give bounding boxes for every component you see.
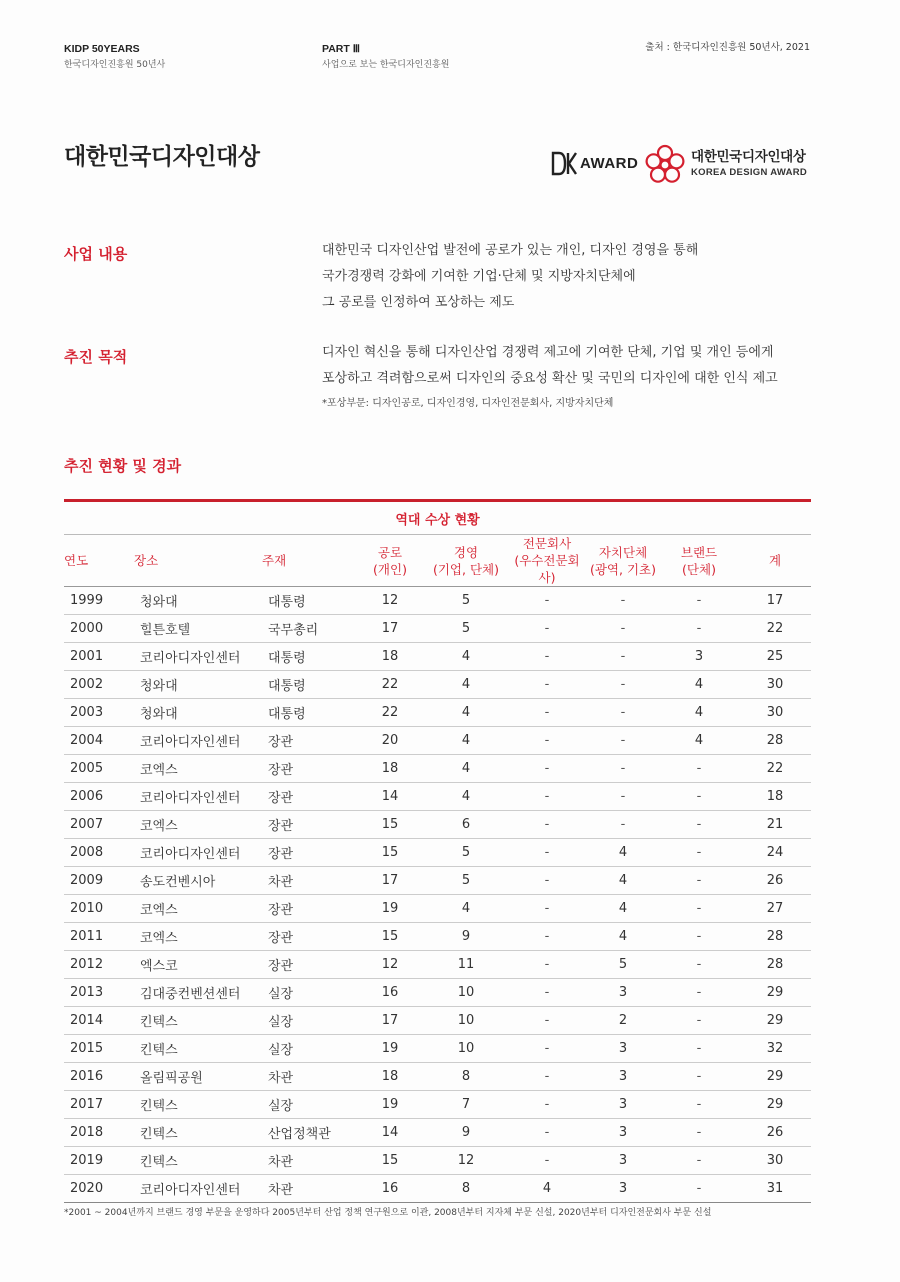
cell-total: 26 [739, 867, 811, 895]
cell-local-gov: 3 [587, 1119, 659, 1147]
cell-merit: 17 [355, 615, 425, 643]
cell-merit: 17 [355, 1007, 425, 1035]
cell-brand: - [659, 839, 739, 867]
footnote: *2001 ~ 2004년까지 브랜드 경영 부문을 운영하다 2005년부터 산업 정책 연구원으로 이관, 2008년부터 지자체 부문 신설, 2020년부터 디자인전문회사 부문 신설 [64, 1208, 712, 1218]
column-header-label: 브랜드 [680, 544, 718, 560]
cell-total: 21 [739, 811, 811, 839]
table-row [64, 811, 811, 839]
cell-total: 28 [739, 951, 811, 979]
table-row [64, 867, 811, 895]
cell-brand: - [659, 1063, 739, 1091]
cell-venue: 청와대 [134, 671, 262, 699]
cell-venue: 올림픽공원 [134, 1063, 262, 1091]
cell-presider: 장관 [262, 839, 355, 867]
cell-total: 30 [739, 1147, 811, 1175]
cell-year: 2001 [64, 643, 134, 671]
cell-presider: 대통령 [262, 671, 355, 699]
table-row [64, 783, 811, 811]
cell-design-firm: - [507, 951, 587, 979]
cell-brand: - [659, 1035, 739, 1063]
kda-korean-name: 대한민국디자인대상 [691, 149, 806, 165]
header-part-title: PART Ⅲ [322, 43, 360, 55]
cell-management: 4 [425, 895, 507, 923]
cell-local-gov: 5 [587, 951, 659, 979]
column-header-sublabel: (기업, 단체) [432, 561, 499, 577]
cell-management: 4 [425, 755, 507, 783]
cell-management: 9 [425, 1119, 507, 1147]
cell-merit: 17 [355, 867, 425, 895]
table-row [64, 1119, 811, 1147]
awards-history-table [64, 499, 811, 1203]
cell-design-firm: - [507, 643, 587, 671]
cell-management: 5 [425, 587, 507, 615]
cell-presider: 실장 [262, 1035, 355, 1063]
cell-brand: - [659, 1119, 739, 1147]
table-row [64, 923, 811, 951]
cell-presider: 장관 [262, 923, 355, 951]
cell-design-firm: - [507, 783, 587, 811]
dk-award-logo [551, 150, 638, 177]
cell-design-firm: - [507, 1147, 587, 1175]
column-header-label: 장소 [134, 553, 159, 568]
cell-merit: 22 [355, 671, 425, 699]
cell-presider: 실장 [262, 1091, 355, 1119]
cell-total: 30 [739, 671, 811, 699]
cell-venue: 엑스코 [134, 951, 262, 979]
cell-presider: 차관 [262, 867, 355, 895]
cell-presider: 장관 [262, 951, 355, 979]
cell-local-gov: - [587, 783, 659, 811]
table-row [64, 951, 811, 979]
cell-year: 2003 [64, 699, 134, 727]
cell-merit: 19 [355, 1035, 425, 1063]
cell-total: 28 [739, 923, 811, 951]
cell-management: 5 [425, 615, 507, 643]
cell-design-firm: - [507, 979, 587, 1007]
cell-venue: 코리아디자인센터 [134, 1175, 262, 1203]
table-row [64, 979, 811, 1007]
cell-management: 10 [425, 1007, 507, 1035]
cell-year: 2008 [64, 839, 134, 867]
cell-management: 4 [425, 783, 507, 811]
cell-total: 30 [739, 699, 811, 727]
column-header-sublabel: (단체) [682, 561, 716, 577]
table-row [64, 699, 811, 727]
table-caption: 역대 수상 현황 [64, 501, 811, 535]
header-part [322, 42, 449, 73]
dk-monogram-icon [551, 150, 578, 177]
cell-total: 31 [739, 1175, 811, 1203]
column-header-venue [134, 535, 262, 587]
header-part-subtitle: 사업으로 보는 한국디자인진흥원 [322, 60, 450, 70]
cell-total: 22 [739, 615, 811, 643]
cell-merit: 22 [355, 699, 425, 727]
cell-presider: 대통령 [262, 643, 355, 671]
table-row [64, 1175, 811, 1203]
cell-management: 4 [425, 727, 507, 755]
cell-year: 2020 [64, 1175, 134, 1203]
cell-merit: 15 [355, 811, 425, 839]
cell-design-firm: - [507, 867, 587, 895]
cell-merit: 16 [355, 979, 425, 1007]
kda-english-name: KOREA DESIGN AWARD [691, 167, 808, 178]
award-categories-note: *포상부문: 디자인공로, 디자인경영, 디자인전문회사, 지방자치단체 [322, 398, 614, 409]
cell-local-gov: 4 [587, 839, 659, 867]
cell-local-gov: - [587, 587, 659, 615]
cell-local-gov: 3 [587, 1175, 659, 1203]
cell-venue: 청와대 [134, 587, 262, 615]
cell-management: 6 [425, 811, 507, 839]
cell-local-gov: - [587, 727, 659, 755]
cell-local-gov: 4 [587, 867, 659, 895]
cell-design-firm: - [507, 755, 587, 783]
cell-presider: 차관 [262, 1147, 355, 1175]
cell-merit: 14 [355, 783, 425, 811]
table-row [64, 587, 811, 615]
column-header-merit [355, 535, 425, 587]
cell-merit: 12 [355, 587, 425, 615]
status-section-title: 추진 현황 및 경과 [64, 457, 182, 475]
table-row [64, 727, 811, 755]
cell-management: 7 [425, 1091, 507, 1119]
table-row [64, 755, 811, 783]
cell-merit: 16 [355, 1175, 425, 1203]
cell-local-gov: - [587, 755, 659, 783]
cell-management: 5 [425, 867, 507, 895]
cell-venue: 김대중컨벤션센터 [134, 979, 262, 1007]
cell-total: 25 [739, 643, 811, 671]
cell-local-gov: - [587, 643, 659, 671]
cell-brand: - [659, 867, 739, 895]
cell-venue: 코리아디자인센터 [134, 643, 262, 671]
column-header-brand [659, 535, 739, 587]
header-left [64, 42, 165, 73]
cell-management: 4 [425, 643, 507, 671]
cell-brand: - [659, 811, 739, 839]
cell-year: 2018 [64, 1119, 134, 1147]
business-content-line: 대한민국 디자인산업 발전에 공로가 있는 개인, 디자인 경영을 통해 [322, 243, 699, 258]
cell-design-firm: - [507, 1091, 587, 1119]
table-row [64, 1007, 811, 1035]
cell-management: 11 [425, 951, 507, 979]
cell-venue: 송도컨벤시아 [134, 867, 262, 895]
cell-brand: - [659, 755, 739, 783]
cell-venue: 코엑스 [134, 811, 262, 839]
cell-venue: 청와대 [134, 699, 262, 727]
cell-merit: 15 [355, 1147, 425, 1175]
cell-merit: 15 [355, 839, 425, 867]
cell-total: 29 [739, 1091, 811, 1119]
cell-brand: 3 [659, 643, 739, 671]
cell-management: 4 [425, 671, 507, 699]
header-left-subtitle: 한국디자인진흥원 50년사 [64, 60, 166, 70]
cell-presider: 장관 [262, 755, 355, 783]
cell-venue: 코리아디자인센터 [134, 727, 262, 755]
cell-year: 2011 [64, 923, 134, 951]
cell-presider: 차관 [262, 1063, 355, 1091]
cell-venue: 코엑스 [134, 895, 262, 923]
cell-merit: 15 [355, 923, 425, 951]
cell-merit: 18 [355, 1063, 425, 1091]
korea-design-award-logo [644, 144, 807, 186]
cell-local-gov: 4 [587, 895, 659, 923]
cell-venue: 코엑스 [134, 923, 262, 951]
cell-year: 2013 [64, 979, 134, 1007]
cell-total: 24 [739, 839, 811, 867]
cell-presider: 국무총리 [262, 615, 355, 643]
purpose-line: 포상하고 격려함으로써 디자인의 중요성 확산 및 국민의 디자인에 대한 인식 제고 [322, 371, 778, 386]
cell-brand: 4 [659, 699, 739, 727]
cell-management: 8 [425, 1063, 507, 1091]
cell-design-firm: - [507, 1119, 587, 1147]
cell-year: 2016 [64, 1063, 134, 1091]
cell-presider: 실장 [262, 1007, 355, 1035]
cell-venue: 힐튼호텔 [134, 615, 262, 643]
cell-design-firm: - [507, 1035, 587, 1063]
cell-local-gov: 4 [587, 923, 659, 951]
cell-venue: 코리아디자인센터 [134, 783, 262, 811]
cell-merit: 20 [355, 727, 425, 755]
cell-year: 2002 [64, 671, 134, 699]
cell-year: 2000 [64, 615, 134, 643]
cell-management: 8 [425, 1175, 507, 1203]
cell-year: 2015 [64, 1035, 134, 1063]
cell-presider: 차관 [262, 1175, 355, 1203]
cell-venue: 코리아디자인센터 [134, 839, 262, 867]
cell-design-firm: - [507, 587, 587, 615]
cell-design-firm: - [507, 671, 587, 699]
column-header-total [739, 535, 811, 587]
cell-merit: 14 [355, 1119, 425, 1147]
column-header-presider [262, 535, 355, 587]
column-header-label: 주재 [262, 553, 287, 568]
cell-presider: 대통령 [262, 699, 355, 727]
purpose-label: 추진 목적 [64, 348, 128, 366]
cell-management: 10 [425, 979, 507, 1007]
cell-total: 29 [739, 979, 811, 1007]
page-title: 대한민국디자인대상 [64, 144, 260, 170]
table-row [64, 839, 811, 867]
cell-total: 28 [739, 727, 811, 755]
column-header-sublabel: (우수전문회사) [514, 553, 580, 585]
cell-management: 12 [425, 1147, 507, 1175]
cell-venue: 코엑스 [134, 755, 262, 783]
business-content-line: 그 공로를 인정하여 포상하는 제도 [322, 295, 515, 310]
column-header-local-gov [587, 535, 659, 587]
cell-merit: 18 [355, 643, 425, 671]
cell-design-firm: 4 [507, 1175, 587, 1203]
cell-presider: 장관 [262, 895, 355, 923]
cell-brand: - [659, 1007, 739, 1035]
cell-design-firm: - [507, 895, 587, 923]
dk-award-text: AWARD [580, 155, 639, 172]
cell-design-firm: - [507, 615, 587, 643]
column-header-sublabel: (광역, 기초) [589, 561, 656, 577]
cell-merit: 19 [355, 1091, 425, 1119]
cell-brand: - [659, 951, 739, 979]
cell-year: 2009 [64, 867, 134, 895]
cell-year: 2012 [64, 951, 134, 979]
cell-venue: 킨텍스 [134, 1147, 262, 1175]
table-row [64, 1063, 811, 1091]
purpose-text [322, 340, 778, 414]
business-content-text [322, 238, 698, 316]
cell-management: 10 [425, 1035, 507, 1063]
cell-design-firm: - [507, 923, 587, 951]
cell-total: 18 [739, 783, 811, 811]
cell-brand: - [659, 895, 739, 923]
cell-local-gov: 2 [587, 1007, 659, 1035]
cell-local-gov: - [587, 671, 659, 699]
cell-presider: 장관 [262, 727, 355, 755]
cell-brand: - [659, 783, 739, 811]
cell-year: 2007 [64, 811, 134, 839]
cell-management: 4 [425, 699, 507, 727]
table-row [64, 615, 811, 643]
cell-local-gov: 3 [587, 979, 659, 1007]
cell-presider: 실장 [262, 979, 355, 1007]
business-content-label: 사업 내용 [64, 245, 128, 263]
cell-design-firm: - [507, 839, 587, 867]
cell-merit: 18 [355, 755, 425, 783]
flower-emblem-icon [644, 144, 686, 186]
cell-total: 29 [739, 1007, 811, 1035]
column-header-management [425, 535, 507, 587]
cell-brand: 4 [659, 727, 739, 755]
cell-brand: - [659, 923, 739, 951]
cell-local-gov: 3 [587, 1147, 659, 1175]
header-left-title: KIDP 50YEARS [64, 43, 140, 55]
cell-design-firm: - [507, 811, 587, 839]
cell-local-gov: - [587, 699, 659, 727]
cell-design-firm: - [507, 727, 587, 755]
cell-merit: 19 [355, 895, 425, 923]
business-content-line: 국가경쟁력 강화에 기여한 기업·단체 및 지방자치단체에 [322, 269, 636, 284]
cell-design-firm: - [507, 1007, 587, 1035]
cell-year: 1999 [64, 587, 134, 615]
table-row [64, 1035, 811, 1063]
column-header-design-firm [507, 535, 587, 587]
cell-venue: 킨텍스 [134, 1035, 262, 1063]
cell-brand: - [659, 979, 739, 1007]
cell-venue: 킨텍스 [134, 1091, 262, 1119]
header-source: 출처 : 한국디자인진흥원 50년사, 2021 [645, 42, 810, 53]
table-row [64, 671, 811, 699]
column-header-label: 자치단체 [598, 544, 648, 560]
cell-management: 5 [425, 839, 507, 867]
table-row [64, 1091, 811, 1119]
column-header-label: 공로 [377, 544, 403, 560]
cell-management: 9 [425, 923, 507, 951]
cell-merit: 12 [355, 951, 425, 979]
cell-total: 32 [739, 1035, 811, 1063]
cell-year: 2005 [64, 755, 134, 783]
cell-year: 2006 [64, 783, 134, 811]
cell-brand: - [659, 587, 739, 615]
cell-venue: 킨텍스 [134, 1119, 262, 1147]
cell-total: 26 [739, 1119, 811, 1147]
cell-year: 2014 [64, 1007, 134, 1035]
column-header-label: 전문회사 [522, 536, 572, 551]
cell-local-gov: 3 [587, 1063, 659, 1091]
cell-year: 2010 [64, 895, 134, 923]
cell-local-gov: - [587, 615, 659, 643]
cell-brand: - [659, 1175, 739, 1203]
purpose-line: 디자인 혁신을 통해 디자인산업 경쟁력 제고에 기여한 단체, 기업 및 개인 등에게 [322, 345, 774, 360]
column-header-label: 경영 [453, 544, 479, 560]
cell-brand: 4 [659, 671, 739, 699]
table-row [64, 1147, 811, 1175]
column-header-label: 연도 [64, 553, 89, 568]
cell-year: 2019 [64, 1147, 134, 1175]
column-header-year [64, 535, 134, 587]
cell-total: 27 [739, 895, 811, 923]
cell-design-firm: - [507, 1063, 587, 1091]
cell-local-gov: - [587, 811, 659, 839]
cell-total: 22 [739, 755, 811, 783]
cell-year: 2017 [64, 1091, 134, 1119]
cell-presider: 산업정책관 [262, 1119, 355, 1147]
cell-presider: 대통령 [262, 587, 355, 615]
cell-year: 2004 [64, 727, 134, 755]
cell-local-gov: 3 [587, 1091, 659, 1119]
column-header-label: 계 [768, 553, 782, 568]
table-row [64, 643, 811, 671]
column-header-sublabel: (개인) [373, 561, 407, 577]
cell-presider: 장관 [262, 811, 355, 839]
cell-local-gov: 3 [587, 1035, 659, 1063]
cell-total: 17 [739, 587, 811, 615]
cell-total: 29 [739, 1063, 811, 1091]
cell-brand: - [659, 615, 739, 643]
cell-brand: - [659, 1091, 739, 1119]
table-row [64, 895, 811, 923]
cell-design-firm: - [507, 699, 587, 727]
cell-presider: 장관 [262, 783, 355, 811]
cell-brand: - [659, 1147, 739, 1175]
cell-venue: 킨텍스 [134, 1007, 262, 1035]
